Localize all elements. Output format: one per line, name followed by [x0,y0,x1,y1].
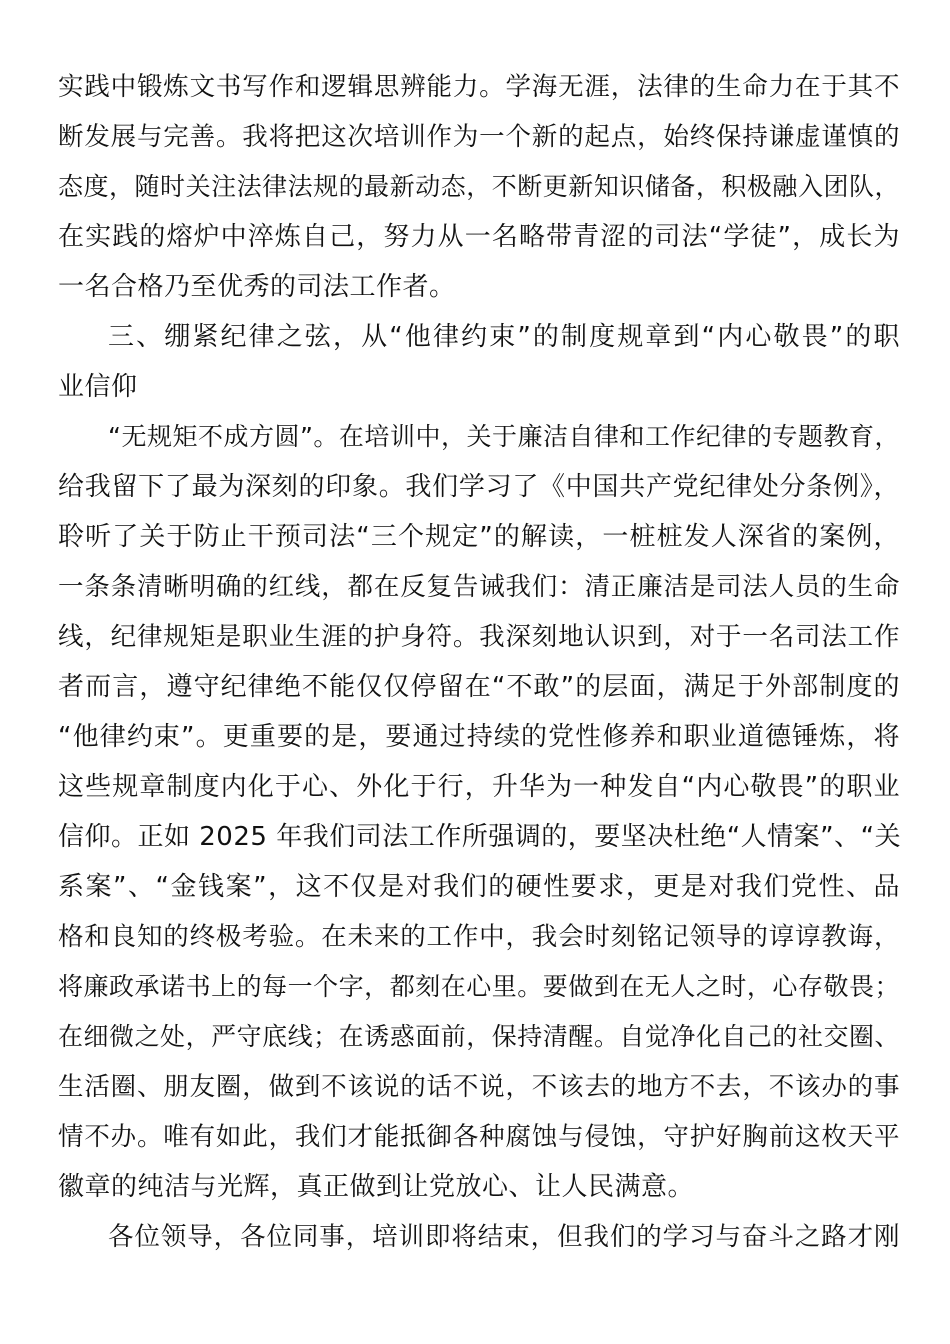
text-line: 给我留下了最为深刻的印象。我们学习了《中国共产党纪律处分条例》， [58,472,900,502]
text-line: 者而言，遵守纪律绝不能仅仅停留在“不敢”的层面，满足于外部制度的 [58,672,900,702]
text-line: “他律约束”。更重要的是，要通过持续的党性修养和职业道德锤炼，将 [58,722,900,752]
text-line: 断发展与完善。我将把这次培训作为一个新的起点，始终保持谦虚谨慎的 [58,122,900,152]
text-line: 生活圈、朋友圈，做到不该说的话不说，不该去的地方不去，不该办的事 [58,1072,900,1102]
text-line: 这些规章制度内化于心、外化于行，升华为一种发自“内心敬畏”的职业 [58,772,900,802]
text-line: 格和良知的终极考验。在未来的工作中，我会时刻铭记领导的谆谆教诲， [58,922,900,952]
paragraph-first-line: 各位领导，各位同事，培训即将结束，但我们的学习与奋斗之路才刚 [108,1222,900,1252]
text-line: 信仰。正如 2025 年我们司法工作所强调的，要坚决杜绝“人情案”、“关 [58,822,902,852]
text-line: 一条条清晰明确的红线，都在反复告诫我们：清正廉洁是司法人员的生命 [58,572,900,602]
section-heading-continued: 业信仰 [58,372,138,402]
text-line: 系案”、“金钱案”，这不仅是对我们的硬性要求，更是对我们党性、品 [58,872,900,902]
text-line: 实践中锻炼文书写作和逻辑思辨能力。学海无涯，法律的生命力在于其不 [58,72,900,102]
text-line: 在实践的熔炉中淬炼自己，努力从一名略带青涩的司法“学徒”，成长为 [58,222,900,252]
text-line: 徽章的纯洁与光辉，真正做到让党放心、让人民满意。 [58,1172,695,1202]
text-line: 聆听了关于防止干预司法“三个规定”的解读，一桩桩发人深省的案例， [58,522,900,552]
section-heading: 三、绷紧纪律之弦，从“他律约束”的制度规章到“内心敬畏”的职 [108,322,900,352]
text-line: 一名合格乃至优秀的司法工作者。 [58,272,456,302]
paragraph-first-line: “无规矩不成方圆”。在培训中，关于廉洁自律和工作纪律的专题教育， [108,422,900,451]
text-line: 情不办。唯有如此，我们才能抵御各种腐蚀与侵蚀，守护好胸前这枚天平 [58,1122,900,1152]
text-line: 将廉政承诺书上的每一个字，都刻在心里。要做到在无人之时，心存敬畏； [58,972,900,1001]
text-line: 态度，随时关注法律法规的最新动态，不断更新知识储备，积极融入团队， [58,172,900,201]
text-line: 线，纪律规矩是职业生涯的护身符。我深刻地认识到，对于一名司法工作 [58,622,900,652]
text-line: 在细微之处，严守底线；在诱惑面前，保持清醒。自觉净化自己的社交圈、 [58,1022,900,1051]
